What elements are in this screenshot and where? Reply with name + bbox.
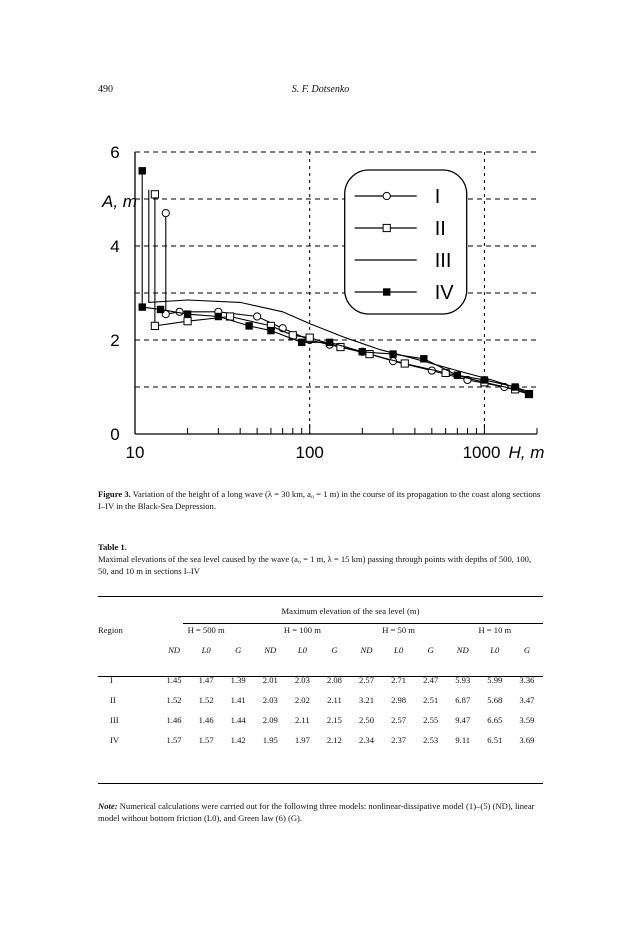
value-cell: 9.11 (455, 735, 471, 745)
table-super-header: Maximum elevation of the sea level (m) (281, 606, 420, 616)
depth-header-10: H = 10 m (478, 625, 512, 635)
data-table (98, 602, 543, 750)
series-marker-4 (299, 339, 305, 345)
series-marker-2 (401, 360, 408, 367)
value-cell: 2.34 (358, 735, 375, 745)
value-cell: 5.99 (487, 675, 503, 685)
value-cell: 2.03 (294, 675, 310, 685)
value-cell: 3.59 (519, 715, 535, 725)
legend-label: IV (434, 282, 454, 304)
series-marker-4 (215, 313, 221, 319)
x-tick-label: 100 (295, 443, 324, 462)
value-cell: 2.15 (326, 715, 342, 725)
model-header-row (98, 640, 543, 660)
value-cell: 1.41 (230, 695, 246, 705)
value-cell: 1.46 (166, 715, 182, 725)
value-cell: 1.45 (166, 675, 182, 685)
value-cell: 2.98 (391, 695, 407, 705)
table-row (98, 710, 543, 730)
series-marker-2 (306, 334, 313, 341)
depth-header-100: H = 100 m (283, 625, 321, 635)
series-marker-2 (184, 318, 191, 325)
model-header: ND (168, 645, 181, 655)
legend-marker (383, 192, 390, 199)
value-cell: 1.97 (294, 735, 310, 745)
table-title: Maximal elevations of the sea level caused by the wave (a₀ = 1 m, λ = 15 km) passing through points with depths of 500, 100, 50, and 10 m in sections I–IV (98, 554, 532, 576)
series-line-4 (142, 171, 529, 394)
value-cell: 3.69 (519, 735, 535, 745)
value-cell: 1.95 (262, 735, 278, 745)
value-cell: 1.39 (230, 675, 246, 685)
model-header: L0 (297, 645, 307, 655)
legend-label: II (434, 218, 446, 240)
series-marker-4 (390, 351, 396, 357)
y-tick-label: 4 (110, 237, 120, 256)
table-bottom-rule (98, 783, 543, 784)
value-cell: 2.53 (423, 735, 439, 745)
value-cell: 1.46 (198, 715, 214, 725)
region-cell: II (110, 695, 116, 705)
depth-header-500: H = 500 m (187, 625, 225, 635)
page-number: 490 (98, 84, 113, 95)
series-marker-4 (246, 323, 252, 329)
figure-3-chart (95, 140, 555, 470)
x-axis-label: H, m (508, 443, 545, 462)
value-cell: 6.65 (487, 715, 503, 725)
value-cell: 3.36 (519, 675, 535, 685)
value-cell: 6.87 (455, 695, 471, 705)
region-cell: IV (110, 735, 120, 745)
series-marker-1 (254, 313, 261, 320)
value-cell: 2.08 (326, 675, 342, 685)
legend-label: III (434, 250, 452, 272)
value-cell: 1.44 (230, 715, 246, 725)
value-cell: 1.42 (230, 735, 246, 745)
value-cell: 1.57 (166, 735, 182, 745)
legend-marker (384, 289, 390, 295)
value-cell: 2.03 (262, 695, 278, 705)
series-marker-4 (268, 327, 274, 333)
note-label: Note: (98, 801, 118, 811)
value-cell: 1.57 (198, 735, 214, 745)
table-note (98, 800, 543, 824)
series-marker-4 (359, 349, 365, 355)
model-header: L0 (201, 645, 211, 655)
model-header: G (523, 645, 531, 655)
series-marker-2 (151, 191, 158, 198)
model-header: G (331, 645, 338, 655)
series-marker-4 (526, 391, 532, 397)
value-cell: 5.68 (487, 695, 503, 705)
figure-caption-text: Variation of the height of a long wave (λ = 30 km, a₀ = 1 m) in the course of its propagation to the coast along sections I–IV in the Black-Sea Depression. (98, 489, 541, 511)
note-text: Numerical calculations were carried out for the following three models: nonlinear-dissipative model (1)–(5) (ND), linear model without bottom friction (L0), and Green law (6) (G). (98, 801, 535, 823)
value-cell: 2.11 (294, 715, 310, 725)
series-marker-4 (184, 311, 190, 317)
region-cell: I (110, 675, 113, 685)
series-marker-4 (326, 339, 332, 345)
series-line-2 (155, 194, 529, 394)
model-header: G (427, 645, 434, 655)
value-cell: 2.01 (262, 675, 278, 685)
figure-caption (98, 488, 543, 512)
value-cell: 3.47 (519, 695, 535, 705)
value-cell: 2.51 (423, 695, 439, 705)
value-cell: 1.52 (166, 695, 182, 705)
series-marker-4 (481, 377, 487, 383)
y-axis-label: A, m (102, 192, 137, 211)
series-marker-4 (139, 168, 145, 174)
figure-label: Figure 3. (98, 489, 131, 499)
model-header: ND (456, 645, 469, 655)
series-marker-4 (454, 372, 460, 378)
value-cell: 2.09 (262, 715, 278, 725)
model-header: G (235, 645, 242, 655)
value-cell: 1.52 (198, 695, 214, 705)
y-tick-label: 2 (110, 331, 120, 350)
series-marker-4 (512, 384, 518, 390)
legend-label: I (434, 186, 441, 208)
table-row (98, 670, 543, 690)
value-cell: 2.37 (391, 735, 407, 745)
value-cell: 1.47 (198, 675, 214, 685)
x-tick-label: 1000 (462, 443, 501, 462)
value-cell: 2.71 (391, 675, 407, 685)
series-marker-4 (139, 304, 145, 310)
series-marker-2 (366, 351, 373, 358)
value-cell: 2.47 (423, 675, 439, 685)
value-cell: 2.12 (326, 735, 342, 745)
y-tick-label: 0 (110, 425, 120, 444)
series-marker-2 (151, 322, 158, 329)
depth-header-50: H = 50 m (382, 625, 415, 635)
region-cell: III (110, 715, 119, 725)
value-cell: 2.50 (358, 715, 375, 725)
table-row (98, 690, 543, 710)
value-cell: 9.47 (455, 715, 471, 725)
value-cell: 2.57 (391, 715, 407, 725)
value-cell: 2.55 (423, 715, 439, 725)
value-cell: 2.11 (327, 695, 342, 705)
legend-marker (383, 224, 390, 231)
value-cell: 2.02 (294, 695, 310, 705)
value-cell: 6.51 (487, 735, 503, 745)
series-marker-4 (157, 306, 163, 312)
table-top-rule (98, 596, 543, 597)
model-header: ND (264, 645, 277, 655)
series-line-3 (149, 190, 529, 392)
table-row (98, 730, 543, 750)
value-cell: 5.93 (455, 675, 471, 685)
region-column-header: Region (98, 625, 123, 635)
x-tick-label: 10 (125, 443, 145, 462)
value-cell: 2.57 (358, 675, 375, 685)
series-marker-1 (162, 210, 169, 217)
table-label: Table 1. (98, 542, 127, 552)
model-header: L0 (394, 645, 404, 655)
value-cell: 3.21 (358, 695, 375, 705)
model-header: L0 (490, 645, 500, 655)
running-head-author: S. F. Dotsenko (291, 84, 350, 95)
y-tick-label: 6 (110, 143, 120, 162)
table-title-block (98, 541, 543, 577)
series-marker-4 (421, 356, 427, 362)
model-header: ND (360, 645, 373, 655)
